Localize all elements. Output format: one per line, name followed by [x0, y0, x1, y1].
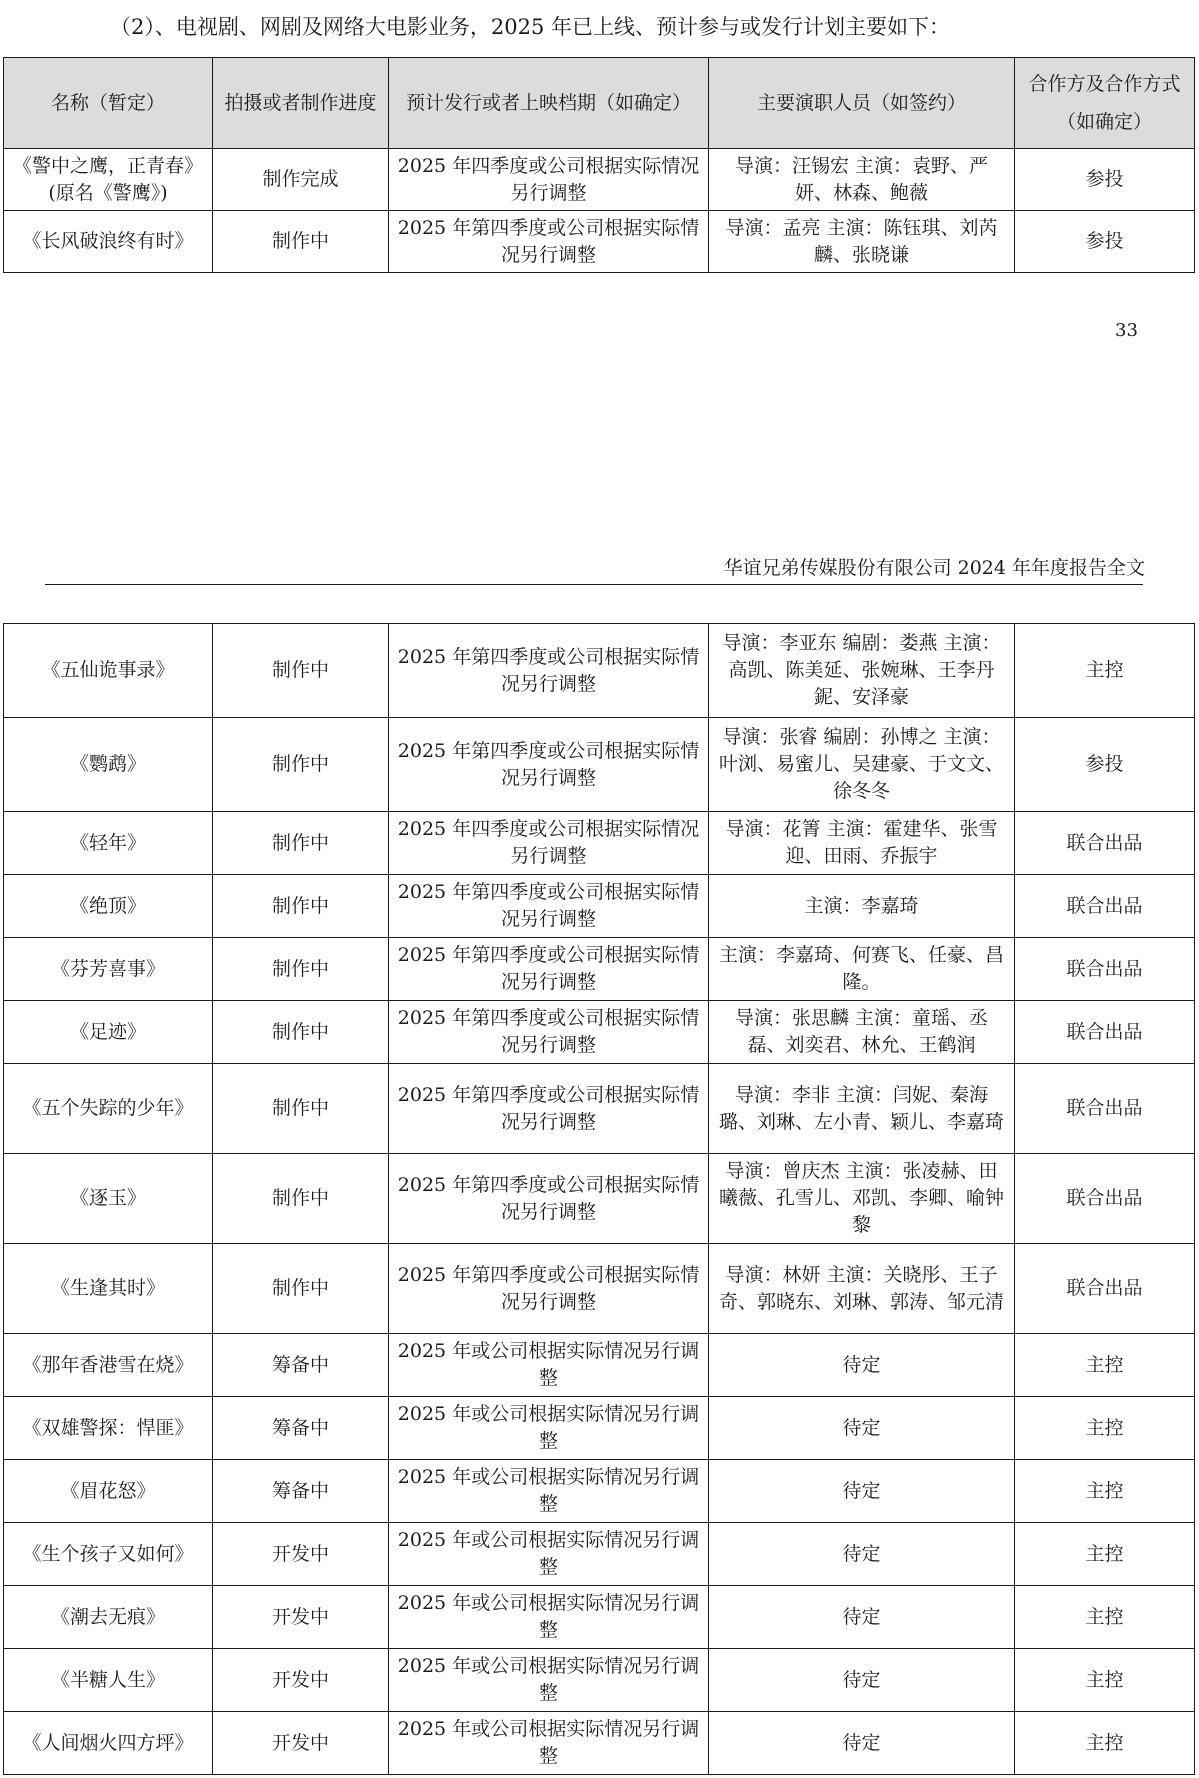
cell-progress: 开发中	[213, 1649, 389, 1712]
cell-progress: 制作中	[213, 812, 389, 875]
cell-progress: 筹备中	[213, 1460, 389, 1523]
cell-cooperation: 参投	[1015, 149, 1195, 211]
cell-cast: 导演：张思麟 主演：童瑶、丞磊、刘奕君、林允、王鹤润	[709, 1001, 1015, 1064]
cell-cast: 待定	[709, 1460, 1015, 1523]
header-rule	[45, 584, 1143, 585]
table-row	[4, 938, 1195, 1001]
header-cast: 主要演职人员（如签约）	[709, 58, 1015, 149]
table-row	[4, 149, 1195, 211]
cell-cooperation: 联合出品	[1015, 1154, 1195, 1244]
section-heading: （2）、电视剧、网剧及网络大电影业务，2025 年已上线、预计参与或发行计划主要如下：	[110, 15, 950, 39]
cell-cast: 导演：李亚东 编剧：娄燕 主演：高凯、陈美延、张婉琳、王李丹鈮、安泽豪	[709, 624, 1015, 718]
cell-cast: 导演：林妍 主演：关晓彤、王子奇、郭晓东、刘琳、郭涛、邹元清	[709, 1244, 1015, 1334]
cell-cooperation: 联合出品	[1015, 875, 1195, 938]
cell-name: 《轻年》	[4, 812, 213, 875]
cell-name: 《半糖人生》	[4, 1649, 213, 1712]
cell-progress: 制作中	[213, 624, 389, 718]
cell-name: 《芬芳喜事》	[4, 938, 213, 1001]
cell-progress: 制作中	[213, 875, 389, 938]
cell-schedule: 2025 年第四季度或公司根据实际情况另行调整	[389, 1244, 709, 1334]
cell-progress: 制作中	[213, 1154, 389, 1244]
cell-schedule: 2025 年或公司根据实际情况另行调整	[389, 1334, 709, 1397]
cell-cooperation: 主控	[1015, 1586, 1195, 1649]
cell-name: 《双雄警探：悍匪》	[4, 1397, 213, 1460]
cell-schedule: 2025 年或公司根据实际情况另行调整	[389, 1712, 709, 1775]
header-cooperation: 合作方及合作方式（如确定）	[1015, 58, 1195, 149]
table-row	[4, 211, 1195, 273]
cell-cooperation: 主控	[1015, 1334, 1195, 1397]
table-row	[4, 1001, 1195, 1064]
cell-name: 《生逢其时》	[4, 1244, 213, 1334]
table-row	[4, 1064, 1195, 1154]
cell-cooperation: 主控	[1015, 1523, 1195, 1586]
cell-cast: 主演：李嘉琦	[709, 875, 1015, 938]
cell-name: 《长风破浪终有时》	[4, 211, 213, 273]
table-row	[4, 1244, 1195, 1334]
cell-schedule: 2025 年或公司根据实际情况另行调整	[389, 1397, 709, 1460]
cell-schedule: 2025 年第四季度或公司根据实际情况另行调整	[389, 1001, 709, 1064]
cell-cast: 导演：曾庆杰 主演：张凌赫、田曦薇、孔雪儿、邓凯、李卿、喻钟黎	[709, 1154, 1015, 1244]
table-row	[4, 1154, 1195, 1244]
cell-name: 《逐玉》	[4, 1154, 213, 1244]
table-row	[4, 1397, 1195, 1460]
cell-cooperation: 联合出品	[1015, 812, 1195, 875]
cell-name: 《足迹》	[4, 1001, 213, 1064]
cell-cast: 导演：张睿 编剧：孙博之 主演：叶浏、易蜜儿、吴建豪、于文文、徐冬冬	[709, 718, 1015, 812]
report-header: 华谊兄弟传媒股份有限公司 2024 年年度报告全文	[723, 557, 1145, 579]
cell-cast: 待定	[709, 1397, 1015, 1460]
cell-name: 《鹦鹉》	[4, 718, 213, 812]
cell-cooperation: 参投	[1015, 718, 1195, 812]
cell-cooperation: 主控	[1015, 1649, 1195, 1712]
cell-name: 《潮去无痕》	[4, 1586, 213, 1649]
cell-schedule: 2025 年第四季度或公司根据实际情况另行调整	[389, 1064, 709, 1154]
cell-schedule: 2025 年第四季度或公司根据实际情况另行调整	[389, 1154, 709, 1244]
cell-cooperation: 联合出品	[1015, 1244, 1195, 1334]
cell-name: 《绝顶》	[4, 875, 213, 938]
table-row	[4, 875, 1195, 938]
cell-name: 《生个孩子又如何》	[4, 1523, 213, 1586]
cell-progress: 制作中	[213, 1064, 389, 1154]
cell-schedule: 2025 年第四季度或公司根据实际情况另行调整	[389, 875, 709, 938]
cell-progress: 筹备中	[213, 1334, 389, 1397]
cell-progress: 制作完成	[213, 149, 389, 211]
header-schedule: 预计发行或者上映档期（如确定）	[389, 58, 709, 149]
cell-progress: 开发中	[213, 1523, 389, 1586]
cell-cast: 导演：汪锡宏 主演：袁野、严妍、林森、鲍薇	[709, 149, 1015, 211]
cell-progress: 开发中	[213, 1586, 389, 1649]
cell-schedule: 2025 年第四季度或公司根据实际情况另行调整	[389, 718, 709, 812]
header-progress: 拍摄或者制作进度	[213, 58, 389, 149]
table-header-row	[4, 58, 1195, 149]
table-row	[4, 1586, 1195, 1649]
header-name: 名称（暂定）	[4, 58, 213, 149]
cell-name: 《人间烟火四方坪》	[4, 1712, 213, 1775]
cell-name: 《五仙诡事录》	[4, 624, 213, 718]
cell-schedule: 2025 年四季度或公司根据实际情况另行调整	[389, 149, 709, 211]
table-row	[4, 812, 1195, 875]
cell-cooperation: 联合出品	[1015, 938, 1195, 1001]
cell-cast: 待定	[709, 1334, 1015, 1397]
cell-name: 《五个失踪的少年》	[4, 1064, 213, 1154]
projects-table-part-2	[3, 623, 1195, 1775]
table-row	[4, 1649, 1195, 1712]
cell-name: 《警中之鹰，正青春》(原名《警鹰》)	[4, 149, 213, 211]
cell-progress: 制作中	[213, 211, 389, 273]
cell-progress: 制作中	[213, 718, 389, 812]
cell-progress: 制作中	[213, 1001, 389, 1064]
cell-cast: 导演：孟亮 主演：陈钰琪、刘芮麟、张晓谦	[709, 211, 1015, 273]
cell-schedule: 2025 年或公司根据实际情况另行调整	[389, 1586, 709, 1649]
cell-cooperation: 主控	[1015, 1712, 1195, 1775]
cell-cooperation: 主控	[1015, 624, 1195, 718]
cell-name: 《那年香港雪在烧》	[4, 1334, 213, 1397]
cell-cast: 导演：花箐 主演：霍建华、张雪迎、田雨、乔振宇	[709, 812, 1015, 875]
cell-progress: 筹备中	[213, 1397, 389, 1460]
cell-schedule: 2025 年第四季度或公司根据实际情况另行调整	[389, 211, 709, 273]
cell-progress: 制作中	[213, 1244, 389, 1334]
cell-name: 《眉花怒》	[4, 1460, 213, 1523]
cell-progress: 制作中	[213, 938, 389, 1001]
cell-cast: 待定	[709, 1649, 1015, 1712]
cell-cast: 待定	[709, 1586, 1015, 1649]
cell-cooperation: 主控	[1015, 1460, 1195, 1523]
cell-cooperation: 联合出品	[1015, 1001, 1195, 1064]
cell-schedule: 2025 年四季度或公司根据实际情况另行调整	[389, 812, 709, 875]
cell-cast: 待定	[709, 1523, 1015, 1586]
table-row	[4, 1460, 1195, 1523]
table-row	[4, 624, 1195, 718]
table-row	[4, 1523, 1195, 1586]
cell-schedule: 2025 年或公司根据实际情况另行调整	[389, 1460, 709, 1523]
table-row	[4, 1334, 1195, 1397]
cell-cast: 待定	[709, 1712, 1015, 1775]
cell-schedule: 2025 年第四季度或公司根据实际情况另行调整	[389, 624, 709, 718]
table-row	[4, 1712, 1195, 1775]
cell-cooperation: 主控	[1015, 1397, 1195, 1460]
cell-cooperation: 联合出品	[1015, 1064, 1195, 1154]
projects-table-part-1	[3, 57, 1195, 273]
cell-cast: 导演：李非 主演：闫妮、秦海璐、刘琳、左小青、颖儿、李嘉琦	[709, 1064, 1015, 1154]
cell-schedule: 2025 年或公司根据实际情况另行调整	[389, 1649, 709, 1712]
page-number: 33	[1115, 320, 1138, 341]
cell-schedule: 2025 年第四季度或公司根据实际情况另行调整	[389, 938, 709, 1001]
table-row	[4, 718, 1195, 812]
cell-schedule: 2025 年或公司根据实际情况另行调整	[389, 1523, 709, 1586]
cell-progress: 开发中	[213, 1712, 389, 1775]
cell-cooperation: 参投	[1015, 211, 1195, 273]
cell-cast: 主演：李嘉琦、何赛飞、任豪、昌隆。	[709, 938, 1015, 1001]
